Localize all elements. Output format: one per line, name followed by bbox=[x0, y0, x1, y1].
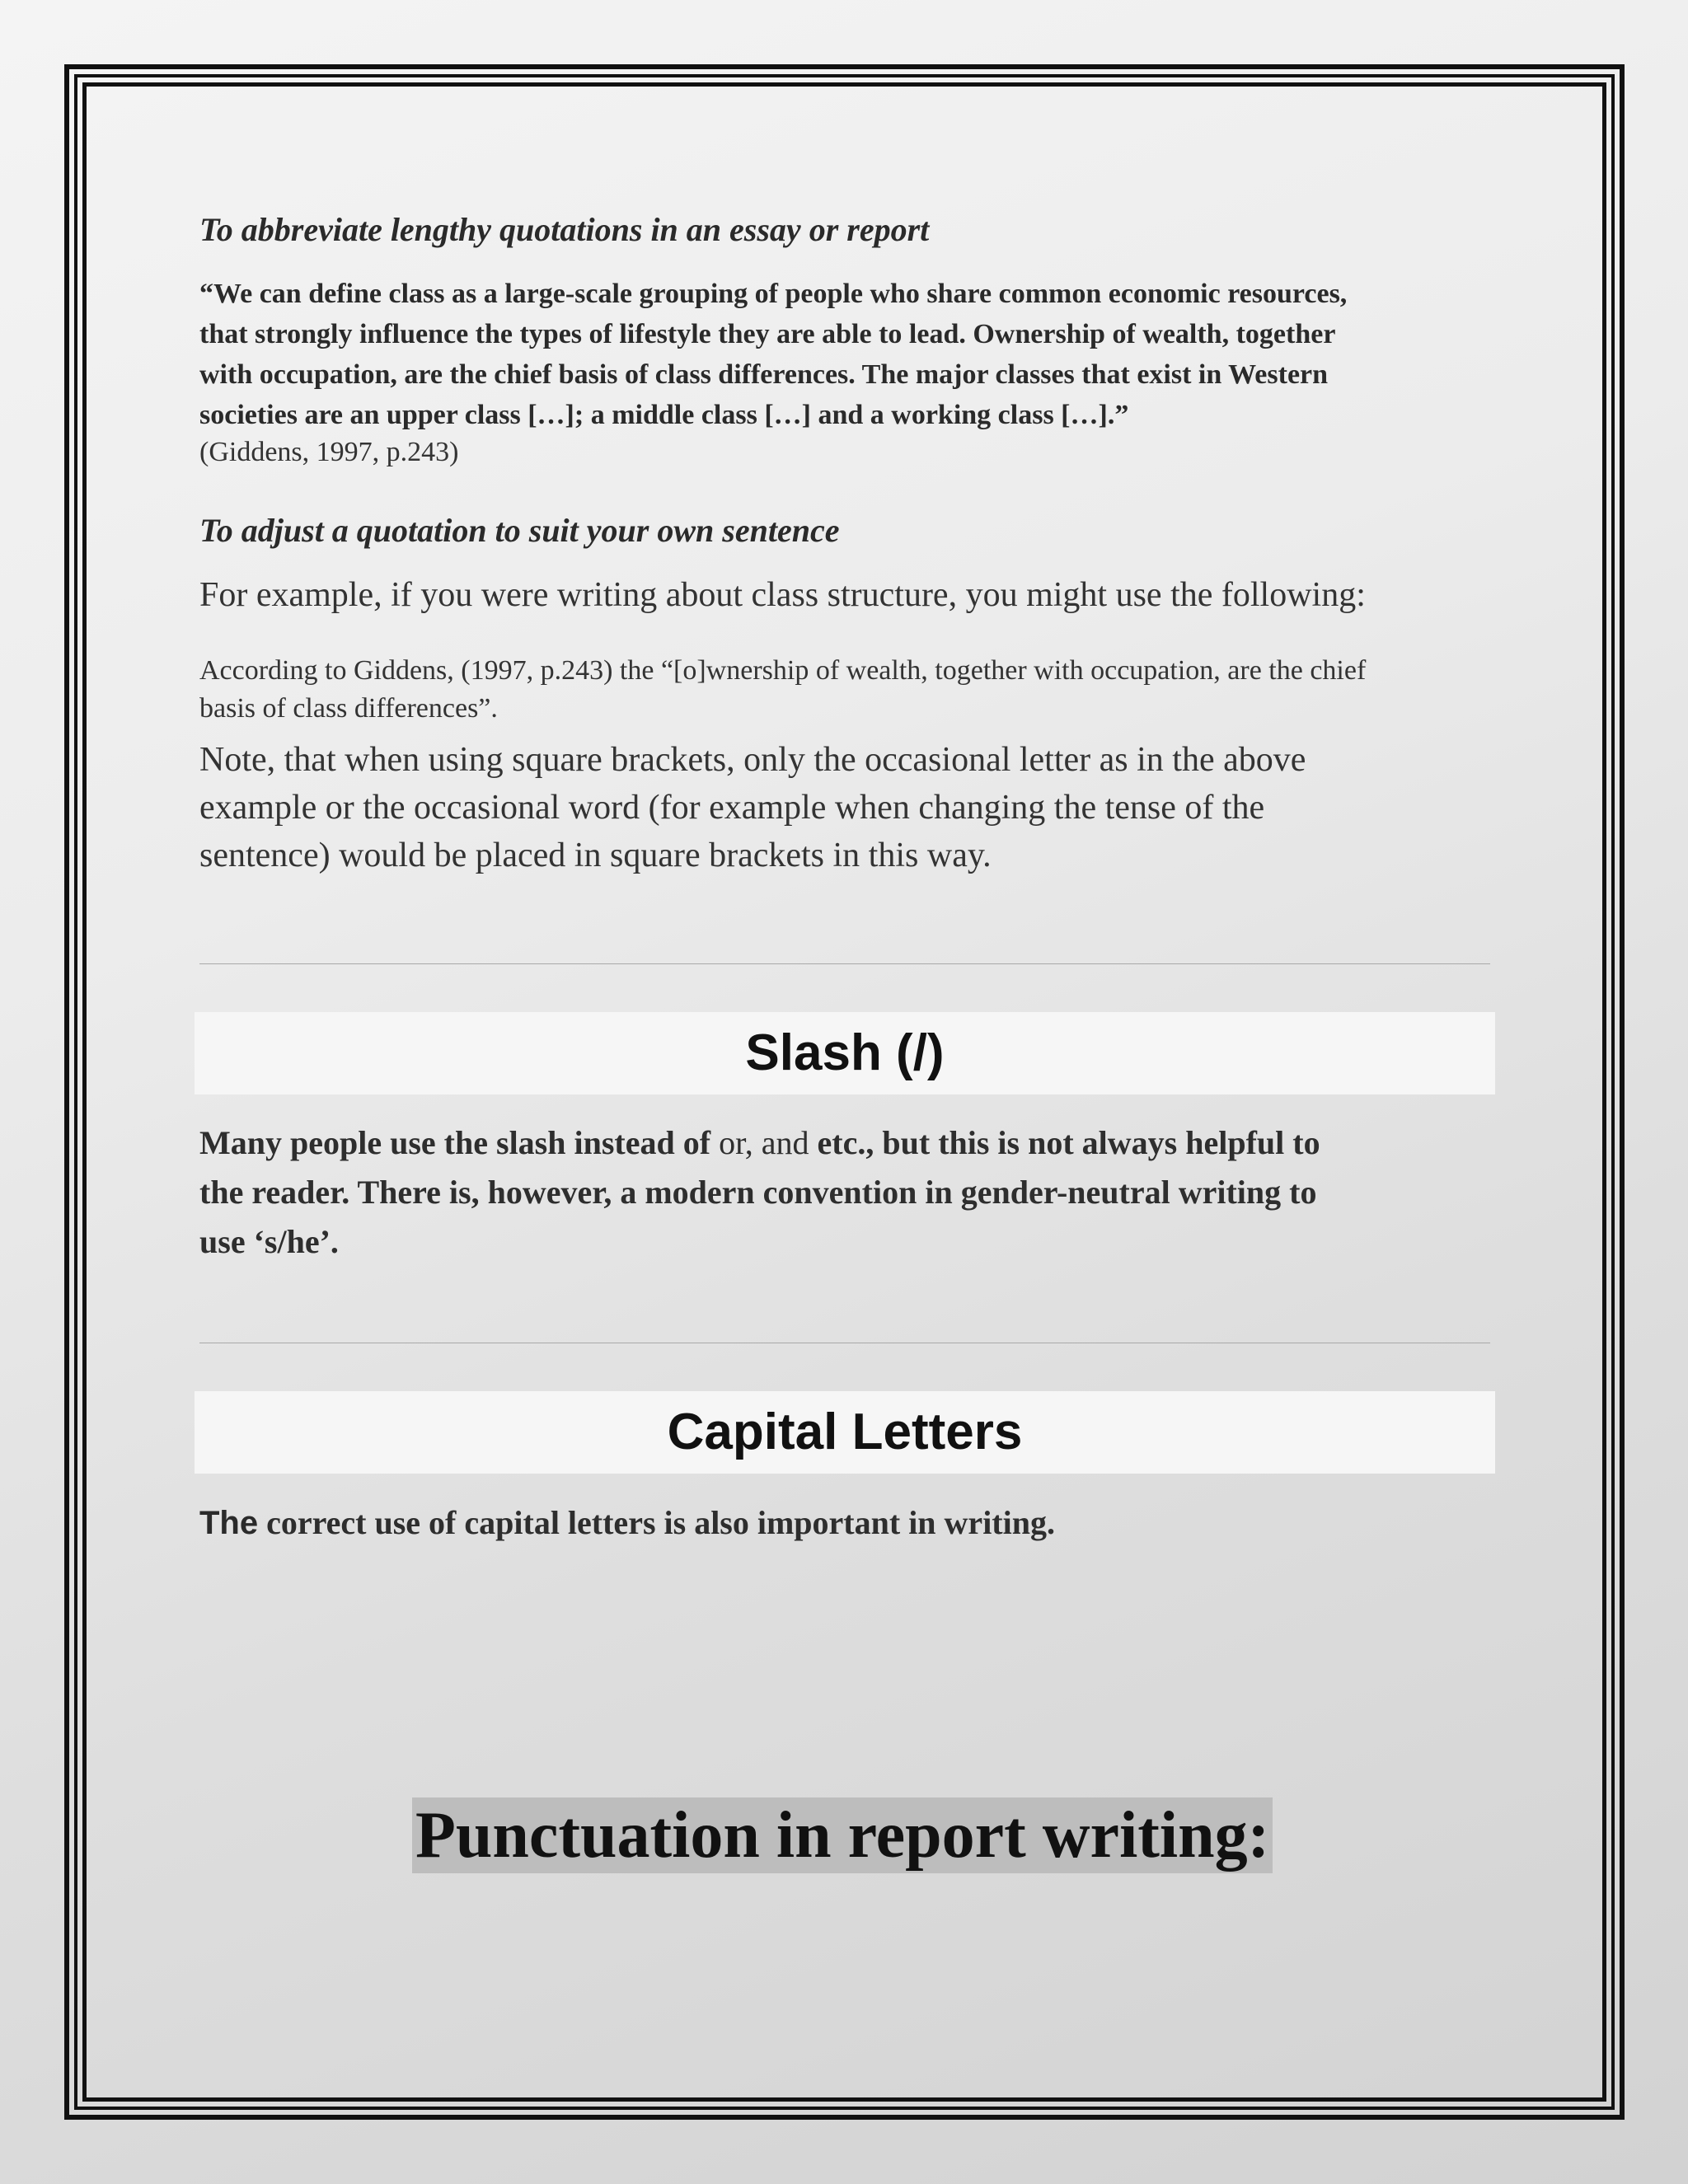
capitals-paragraph bbox=[199, 1498, 1493, 1548]
section-heading-abbreviate: To abbreviate lengthy quotations in an essay or report bbox=[199, 211, 930, 248]
word-and: and bbox=[761, 1124, 809, 1161]
capitals-heading-band bbox=[195, 1391, 1495, 1474]
quote-line: with occupation, are the chief basis of class differences. The major classes that exist in Western bbox=[199, 359, 1329, 390]
slash-text: etc., but this is not always helpful to bbox=[809, 1124, 1320, 1161]
quote-citation: (Giddens, 1997, p.243) bbox=[199, 437, 459, 467]
slash-heading: Slash (/) bbox=[745, 1024, 945, 1081]
page-title: Punctuation in report writing: bbox=[412, 1797, 1273, 1873]
word-or: or bbox=[719, 1124, 745, 1161]
slash-line: use ‘s/he’. bbox=[199, 1223, 339, 1260]
note-paragraph bbox=[199, 736, 1306, 879]
comma: , bbox=[744, 1124, 762, 1161]
slash-line: the reader. There is, however, a modern convention in gender-neutral writing to bbox=[199, 1174, 1317, 1211]
divider bbox=[199, 963, 1490, 964]
quote-line: “We can define class as a large-scale grouping of people who share common economic resources, bbox=[199, 279, 1348, 309]
example-line: According to Giddens, (1997, p.243) the “[o]wnership of wealth, together with occupation, are the chief bbox=[199, 655, 1367, 686]
slash-line bbox=[199, 1118, 1493, 1168]
slash-paragraph bbox=[199, 1118, 1493, 1267]
block-quote bbox=[199, 274, 1347, 435]
note-line: sentence) would be placed in square brackets in this way. bbox=[199, 837, 992, 874]
quote-line: societies are an upper class […]; a middle class […] and a working class […].” bbox=[199, 400, 1129, 430]
capitals-heading: Capital Letters bbox=[667, 1404, 1023, 1460]
note-line: Note, that when using square brackets, only the occasional letter as in the above bbox=[199, 741, 1306, 779]
slash-heading-band bbox=[195, 1012, 1495, 1094]
example-quote bbox=[199, 652, 1366, 728]
note-line: example or the occasional word (for example when changing the tense of the bbox=[199, 789, 1265, 827]
lead-word: The bbox=[199, 1505, 259, 1541]
capitals-line bbox=[199, 1498, 1493, 1548]
section-heading-adjust: To adjust a quotation to suit your own sentence bbox=[199, 512, 840, 549]
quote-line: that strongly influence the types of lifestyle they are able to lead. Ownership of wealth, together bbox=[199, 319, 1336, 349]
slash-text: Many people use the slash instead of bbox=[199, 1124, 720, 1161]
capitals-text: correct use of capital letters is also important in writing. bbox=[258, 1504, 1055, 1541]
example-line: basis of class differences”. bbox=[199, 693, 498, 724]
example-intro: For example, if you were writing about class structure, you might use the following: bbox=[199, 576, 1366, 614]
